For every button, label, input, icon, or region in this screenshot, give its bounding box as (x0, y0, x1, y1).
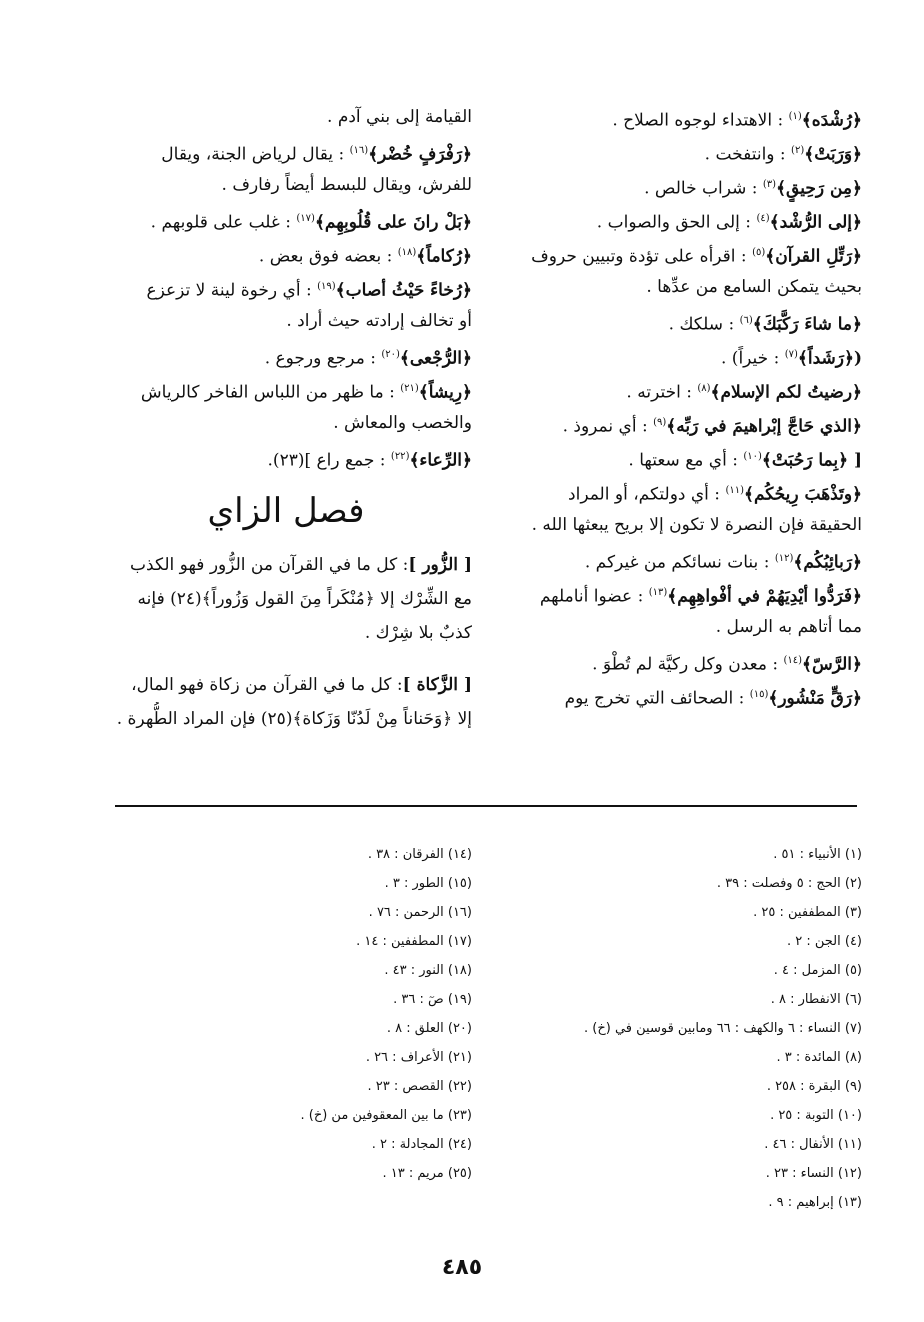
text-line (100, 134, 472, 168)
text-line (100, 702, 472, 736)
text-line (100, 668, 472, 702)
entry-text: : سلكك . (668, 314, 735, 335)
footnote-ref: (٤) (756, 213, 770, 224)
footnote: (١٠) التوبة : ٢٥ . (770, 1108, 862, 1123)
entry-text: : اقرأه على تؤدة وتبيين حروف (531, 246, 747, 267)
footnotes-right (490, 840, 862, 1217)
footnote-ref: (٨) (697, 383, 711, 394)
footnote: (٢٣) ما بين المعقوفين من (خ) . (300, 1108, 472, 1123)
footnote: (٢١) الأعراف : ٢٦ . (365, 1050, 472, 1065)
footnote-divider (115, 805, 857, 807)
text-line (100, 582, 472, 616)
entry-text: أو تخالف إرادته حيث أراد . (286, 311, 472, 331)
footnote: (٩) البقرة : ٢٥٨ . (766, 1079, 862, 1094)
entry-text: : كل ما في القرآن من الزُّور فهو الكذب (130, 555, 409, 575)
entry-text: : الاهتداء لوجوه الصلاح . (612, 110, 784, 131)
footnote-ref: (١٩) (317, 281, 336, 292)
entry-term: ﴿رضيتُ لكم الإسلام﴾ (710, 382, 862, 403)
section-entries (100, 548, 472, 736)
footnote: (٢٠) العلق : ٨ . (386, 1021, 472, 1036)
text-line (490, 236, 862, 270)
entry-text: : جمع راع ](٢٣). (267, 450, 386, 471)
text-line (100, 548, 472, 582)
footnote: (٢٢) القصص : ٢٣ . (367, 1079, 472, 1094)
footnote: (١٣) إبراهيم : ٩ . (768, 1195, 862, 1210)
footnote: (١٢) النساء : ٢٣ . (765, 1166, 862, 1181)
footnote-ref: (١) (788, 111, 802, 122)
entry-text: : كل ما في القرآن من زكاة فهو المال، (131, 675, 403, 695)
text-line (100, 270, 472, 304)
footnote: (١٤) الفرقان : ٣٨ . (367, 847, 472, 862)
text-line (490, 100, 862, 134)
footnote-ref: (٧) (784, 349, 798, 360)
text-line (490, 202, 862, 236)
entry-text: : بعضه فوق بعض . (258, 246, 393, 267)
footnote: (١٦) الرحمن : ٧٦ . (368, 905, 472, 920)
footnote-ref: (١٥) (749, 689, 769, 700)
entry-text: : معدن وكل ركيَّة لم تُطْوَ . (592, 654, 779, 675)
entry-term: ﴿الرِّعاء﴾ (409, 450, 472, 471)
footnote-ref: (٥) (752, 247, 766, 258)
left-column (100, 100, 472, 736)
entry-text: : يقال لرياض الجنة، ويقال (161, 144, 345, 165)
text-line (490, 644, 862, 678)
footnote-ref: (١٨) (397, 247, 417, 258)
entry-term: (﴿رَشَداً﴾ (797, 348, 862, 369)
entry-term: ﴿ما شاءَ رَكَّبَكَ﴾ (752, 314, 862, 335)
footnote: (١٨) النور : ٤٣ . (384, 963, 472, 978)
footnote-ref: (١٣) (648, 587, 668, 598)
entry-text: بحيث يتمكن السامع من عدِّها . (646, 277, 862, 297)
footnote-ref: (١٠) (743, 451, 762, 462)
entry-term: ﴿رَفْرَفٍ خُضْر﴾ (368, 144, 472, 165)
text-line (490, 406, 862, 440)
entry-text: : شراب خالص . (644, 178, 758, 199)
entry-term: ﴿رِيشاً﴾ (418, 382, 472, 403)
text-line (490, 678, 862, 712)
footnote-ref: (١٢) (774, 553, 794, 564)
text-line (490, 508, 862, 542)
entry-term: [ الزُّور ] (408, 555, 472, 575)
text-line (100, 202, 472, 236)
entry-text: : غلب على قلوبهم . (150, 212, 291, 233)
footnote: (٤) الجن : ٢ . (786, 934, 862, 949)
entry-text: مع الشِّرْك إلا ﴿مُنْكَراً مِنَ القول وَزُوراً﴾(٢٤) فإنه (137, 589, 472, 609)
footnote: (٣) المطففين : ٢٥ . (753, 905, 862, 920)
footnote: (١٩) صٓ : ٣٦ . (393, 992, 472, 1007)
text-line (490, 372, 862, 406)
entry-text: مما أتاهم به الرسل . (715, 617, 862, 637)
left-column-entries (100, 100, 472, 474)
footnote: (٦) الانفطار : ٨ . (770, 992, 862, 1007)
entry-term: ﴿فَرَدُّوا أيْدِيَهُمْ في أفْواهِهِم﴾ (667, 586, 862, 607)
entry-text: : مرجع ورجوع . (264, 348, 376, 369)
footnote: (٥) المزمل : ٤ . (773, 963, 862, 978)
footnote-ref: (١٦) (349, 145, 369, 156)
entry-term: ﴿مِن رَحِيقٍ﴾ (776, 178, 862, 199)
entry-text: : أي مع سعتها . (628, 450, 738, 471)
paragraph-gap (100, 650, 472, 668)
text-line (490, 304, 862, 338)
section-title: فصل الزاي (207, 491, 365, 531)
entry-text: للفرش، ويقال للبسط أيضاً رفارف . (221, 175, 472, 195)
text-line (100, 372, 472, 406)
footnote: (٢٤) المجادلة : ٢ . (371, 1137, 472, 1152)
entry-text: القيامة إلى بني آدم . (327, 107, 472, 127)
entry-text: : إلى الحق والصواب . (596, 212, 752, 233)
entry-text: الحقيقة فإن النصرة لا تكون إلا بريح يبعثها الله . (531, 515, 862, 535)
entry-text: : ما ظهر من اللباس الفاخر كالرياش (140, 382, 395, 403)
entry-term: ﴿رَبائِبُكُم﴾ (793, 552, 862, 573)
text-line (490, 168, 862, 202)
entry-term: ﴿الرُّجْعى﴾ (399, 348, 472, 369)
text-line (490, 338, 862, 372)
footnote-ref: (١٤) (783, 655, 803, 666)
footnote: (٢٥) مريم : ١٣ . (382, 1166, 472, 1181)
text-line (490, 576, 862, 610)
entry-text: كذبٌ بلا شِرْك . (364, 623, 472, 643)
entry-text: : بنات نسائكم من غيركم . (584, 552, 770, 573)
entry-term: ﴿بَلْ رانَ على قُلُوبِهِم﴾ (314, 212, 472, 233)
footnote-ref: (٢١) (400, 383, 419, 394)
right-column (490, 100, 862, 712)
text-line (100, 406, 472, 440)
footnote: (١١) الأنفال : ٤٦ . (764, 1137, 862, 1152)
text-line (100, 100, 472, 134)
entry-term: ﴿رَتِّلِ القرآن﴾ (765, 246, 862, 267)
footnote-ref: (٢٠) (381, 349, 400, 360)
text-line (100, 236, 472, 270)
entry-text: : عضوا أناملهم (539, 586, 644, 607)
text-line (490, 270, 862, 304)
page-number: ٤٨٥ (441, 1255, 483, 1280)
text-line (490, 440, 862, 474)
entry-text: والخصب والمعاش . (333, 413, 472, 433)
footnotes-left (100, 840, 472, 1188)
entry-term: ﴿الرَّسّ﴾ (802, 654, 862, 675)
footnote: (١٧) المطففين : ١٤ . (356, 934, 472, 949)
text-line (100, 616, 472, 650)
entry-text: : وانتفخت . (704, 144, 786, 165)
text-line (490, 134, 862, 168)
text-line (490, 474, 862, 508)
footnote-ref: (٢٢) (390, 451, 410, 462)
footnote-ref: (٣) (762, 179, 777, 190)
entry-text: : اخترته . (626, 382, 692, 403)
footnote-ref: (٦) (739, 315, 753, 326)
text-line (100, 168, 472, 202)
text-line (100, 440, 472, 474)
footnote: (٧) النساء : ٦ والكهف : ٦٦ ومابين قوسين في (خ) . (584, 1021, 862, 1036)
entry-text: : الصحائف التي تخرج يوم (564, 688, 745, 709)
entry-term: ﴿رَقٍّ مَنْشُور﴾ (768, 688, 862, 709)
text-line (100, 304, 472, 338)
entry-term: [ الزَّكاة ] (402, 675, 472, 695)
entry-text: إلا ﴿وَحَناناً مِنْ لَدُنّا وَزَكاة﴾(٢٥) فإن المراد الطُّهرة . (116, 709, 472, 729)
entry-term: ﴿وتَذْهَبَ رِيحُكُم﴾ (744, 484, 862, 505)
footnote: (٢) الحج : ٥ وفصلت : ٣٩ . (716, 876, 862, 891)
footnote-ref: (١١) (725, 485, 745, 496)
footnote: (١) الأنبياء : ٥١ . (773, 847, 862, 862)
entry-text: : أي دولتكم، أو المراد (568, 484, 721, 505)
entry-term: ﴿وَرَبَتْ﴾ (804, 144, 862, 165)
entry-term: ﴿رُكاماً﴾ (416, 246, 472, 267)
entry-term: ﴿رُخاءً حَيْثُ أصاب﴾ (335, 280, 472, 301)
entry-text: : خيراً) . (721, 348, 780, 369)
text-line (490, 542, 862, 576)
footnote-ref: (٩) (653, 417, 667, 428)
entry-term: [ ﴿بِما رَحُبَتْ﴾ (761, 450, 862, 471)
entry-term: ﴿رُشْدَه﴾ (801, 110, 862, 131)
entry-text: : أي نمروذ . (562, 416, 648, 437)
footnote: (٨) المائدة : ٣ . (776, 1050, 862, 1065)
entry-text: : أي رخوة لينة لا تزعزع (146, 280, 312, 301)
entry-term: ﴿الذي حَاجَّ إبْراهيمَ في رَبِّه﴾ (666, 416, 862, 437)
footnote-ref: (٢) (791, 145, 805, 156)
entry-term: ﴿إلى الرُّشْد﴾ (769, 212, 862, 233)
footnote-ref: (١٧) (296, 213, 315, 224)
text-line (100, 338, 472, 372)
footnote: (١٥) الطور : ٣ . (384, 876, 472, 891)
text-line (490, 610, 862, 644)
